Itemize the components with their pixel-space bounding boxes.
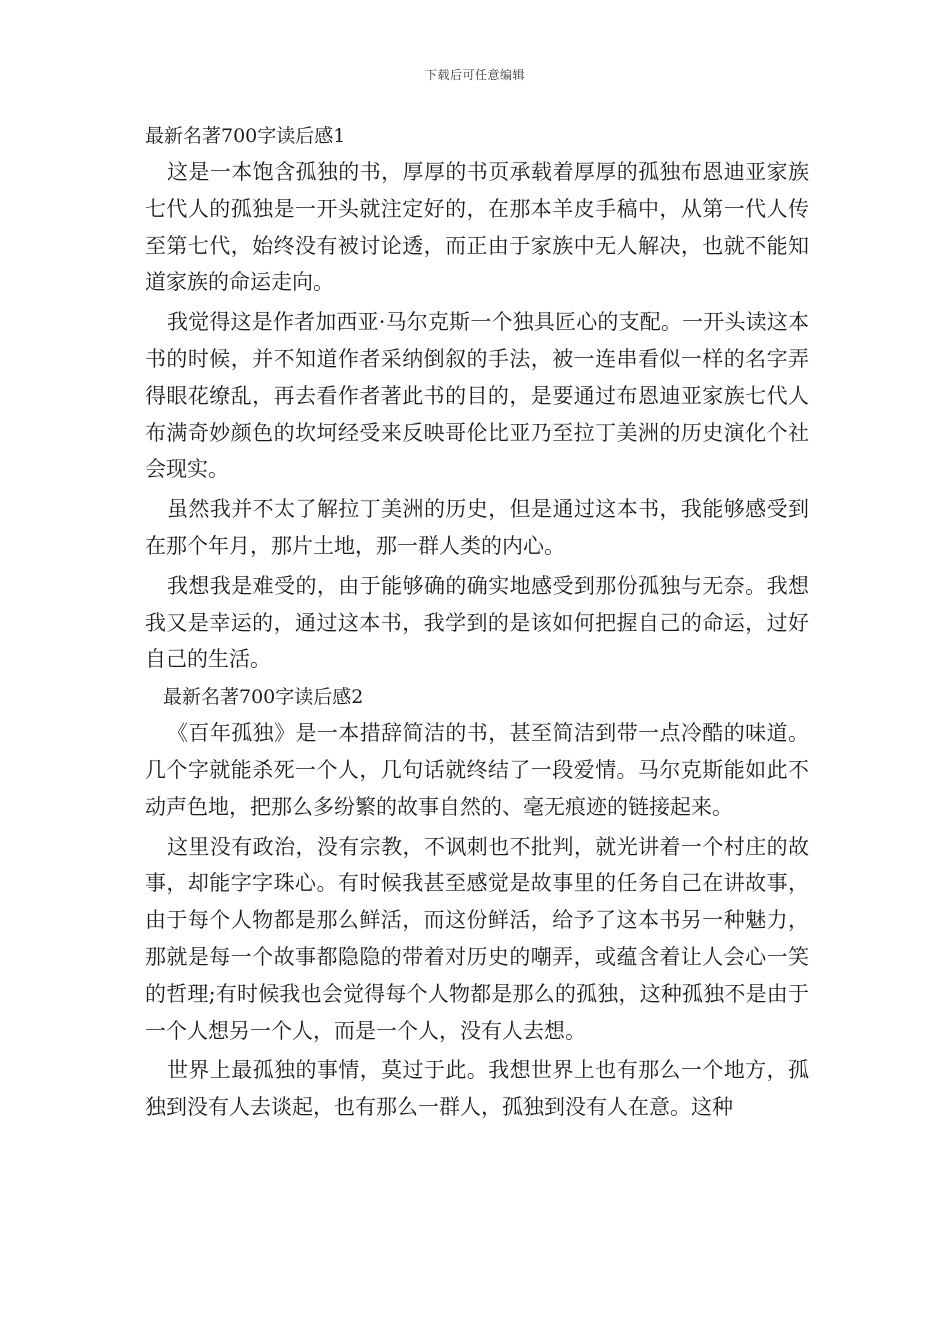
section-2-paragraph-2: 这里没有政治，没有宗教，不讽刺也不批判，就光讲着一个村庄的故事，却能字字珠心。有时候我甚至感觉是故事里的任务自己在讲故事，由于每个人物都是那么鲜活，而这份鲜活，给予了这本书另一种魅力，那就是每一个故事都隐隐的带着对历史的嘲弄，或蕴含着让人会心一笑的哲理;有时候我也会觉得每个人物都是那么的孤独，这种孤独不是由于一个人想另一个人，而是一个人，没有人去想。 [145, 834, 809, 1043]
section-1-paragraph-1: 这是一本饱含孤独的书，厚厚的书页承载着厚厚的孤独布恩迪亚家族七代人的孤独是一开头就注定好的，在那本羊皮手稿中，从第一代人传至第七代，始终没有被讨论透，而正由于家族中无人解决，也就不能知道家族的命运走向。 [145, 160, 809, 295]
section-1-paragraph-2: 我觉得这是作者加西亚·马尔克斯一个独具匠心的支配。一开头读这本书的时候，并不知道作者采纳倒叙的手法，被一连串看似一样的名字弄得眼花缭乱，再去看作者著此书的目的，是要通过布恩迪亚家族七代人布满奇妙颜色的坎坷经受来反映哥伦比亚乃至拉丁美洲的历史演化个社会现实。 [145, 310, 809, 482]
section-1-paragraph-3: 虽然我并不太了解拉丁美洲的历史，但是通过这本书，我能够感受到在那个年月，那片土地，那一群人类的内心。 [145, 497, 809, 558]
section-2-paragraph-1: 《百年孤独》是一本措辞简洁的书，甚至简洁到带一点冷酷的味道。几个字就能杀死一个人，几句话就终结了一段爱情。马尔克斯能如此不动声色地，把那么多纷繁的故事自然的、毫无痕迹的链接起来。 [145, 721, 809, 819]
section-2-paragraph-3: 世界上最孤独的事情，莫过于此。我想世界上也有那么一个地方，孤独到没有人去谈起，也有那么一群人，孤独到没有人在意。这种 [145, 1058, 809, 1120]
section-2-title: 最新名著700字读后感2 [163, 686, 364, 709]
section-1-paragraph-4: 我想我是难受的，由于能够确的确实地感受到那份孤独与无奈。我想我又是幸运的，通过这本书，我学到的是该如何把握自己的命运，过好自己的生活。 [145, 573, 809, 672]
section-1-title: 最新名著700字读后感1 [145, 125, 346, 147]
document-body [145, 120, 809, 1129]
page-header: 下载后可任意编辑 [424, 68, 525, 82]
